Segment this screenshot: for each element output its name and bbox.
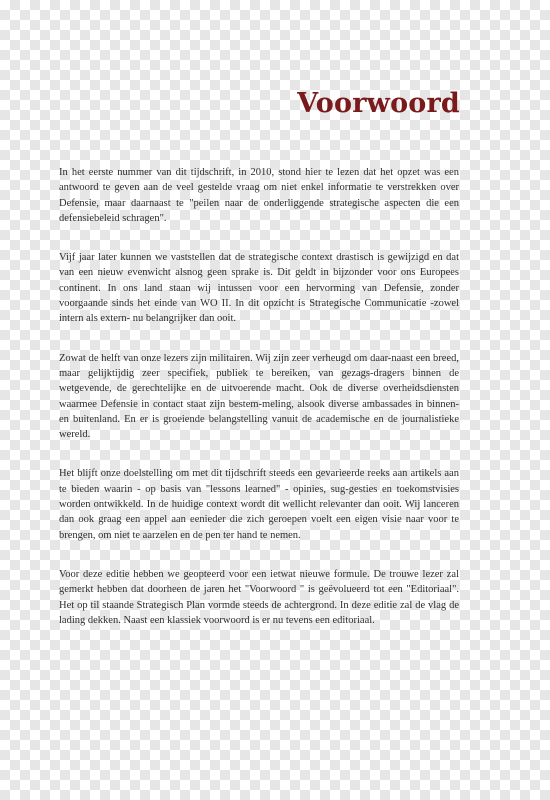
paragraph-2: Vijf jaar later kunnen we vaststellen dat de strategische context drastisch is gewijzigd en dat van een nieuw evenwicht alsnog geen sprake is. Dit geldt in bijzonder voor ons Europees continent. In ons land staan wij intussen voor een hervorming van Defensie, zonder voorgaande sinds het einde van WO II. In dit opzicht is Strategische Communicatie -zowel intern als extern- nu belangrijker dan ooit. [59, 252, 459, 325]
paragraph-1: In het eerste nummer van dit tijdschrift, in 2010, stond hier te lezen dat het opzet was een antwoord te geven aan de veel gestelde vraag om niet enkel informatie te verstrekken over Defensie, maar daarnaast te "peilen naar de onderliggende strategische aspecten die een defensiebeleid schragen". [59, 167, 459, 224]
paragraph-3: Zowat de helft van onze lezers zijn militairen. Wij zijn zeer verheugd om daar-naast een breed, maar gelijktijdig zeer specifiek, publiek te bereiken, van gezags-dragers binnen de wetgevende, de gerechtelijke en de uitvoerende macht. Ook de diverse overheidsdiensten waarmee Defensie in contact staat zijn bestem-meling, alsook diverse ambassades in binnen- en buitenland. En er is groeiende belangstelling vanuit de academische en de journalistieke wereld. [59, 352, 459, 441]
page-title: Voorwoord [297, 88, 460, 119]
paragraph-4: Het blijft onze doelstelling om met dit tijdschrift steeds een gevarieerde reeks aan artikels aan te bieden waarin - op basis van "lessons learned" - opinies, sug-gesties en toekomstvisies worden ontwikkeld. In de huidige context wordt dit wellicht relevanter dan ooit. Wij lanceren dan ook graag een appel aan eenieder die zich geroepen voelt een eigen visie naar voor te brengen, om niet te aarzelen en de pen ter hand te nemen. [59, 468, 459, 541]
paragraph-5: Voor deze editie hebben we geopteerd voor een ietwat nieuwe formule. De trouwe lezer zal gemerkt hebben dat doorheen de jaren het "Voorwoord " is geëvolueerd tot een "Editoriaal". Het op til staande Strategisch Plan vormde steeds de achtergrond. In deze editie zal de vlag de lading dekken. Naast een klassiek voorwoord is er nu tevens een editoriaal. [59, 568, 459, 626]
document-body [59, 165, 459, 652]
